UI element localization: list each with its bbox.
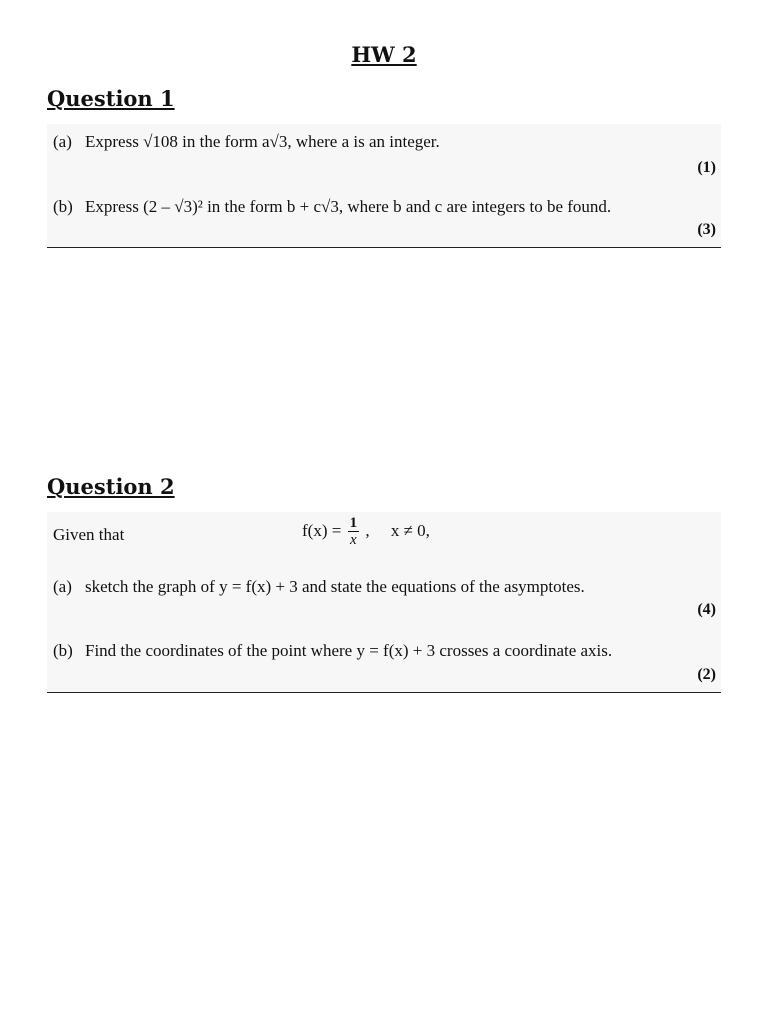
q2-part-a-text: sketch the graph of y = f(x) + 3 and state the equations of the asymptotes. bbox=[85, 577, 585, 596]
q1-part-b-label: (b) bbox=[53, 197, 73, 216]
page-title: HW 2 bbox=[351, 42, 417, 67]
q2-given-label: Given that bbox=[53, 525, 125, 544]
q2-part-a bbox=[53, 577, 585, 597]
q2-fraction bbox=[348, 516, 360, 548]
q2-part-b bbox=[53, 641, 612, 661]
q1-part-a-text: Express √108 in the form a√3, where a is an integer. bbox=[85, 132, 440, 151]
question-2-heading: Question 2 bbox=[47, 474, 175, 499]
q2-fraction-denominator: x bbox=[349, 532, 357, 548]
q2-f-condition: , x ≠ 0, bbox=[365, 520, 430, 540]
q1-part-b-marks: (3) bbox=[697, 221, 716, 238]
q2-fraction-numerator: 1 bbox=[349, 515, 358, 531]
q2-part-b-text: Find the coordinates of the point where y = f(x) + 3 crosses a coordinate axis. bbox=[85, 641, 613, 660]
q2-part-a-marks: (4) bbox=[697, 601, 716, 618]
question-1-heading: Question 1 bbox=[47, 86, 175, 111]
q2-part-b-marks: (2) bbox=[697, 666, 716, 683]
q1-part-b bbox=[53, 197, 611, 217]
q1-part-a-marks: (1) bbox=[697, 159, 716, 176]
question-1-panel bbox=[47, 124, 721, 248]
q2-part-a-label: (a) bbox=[53, 577, 72, 596]
q2-f-lhs: f(x) = bbox=[302, 520, 342, 540]
q1-part-a bbox=[53, 132, 440, 152]
q2-function-definition bbox=[302, 516, 430, 548]
q2-part-b-label: (b) bbox=[53, 641, 73, 660]
question-2-panel bbox=[47, 512, 721, 693]
q1-part-b-text: Express (2 – √3)² in the form b + c√3, where b and c are integers to be found. bbox=[85, 197, 612, 216]
q1-part-a-label: (a) bbox=[53, 132, 72, 151]
